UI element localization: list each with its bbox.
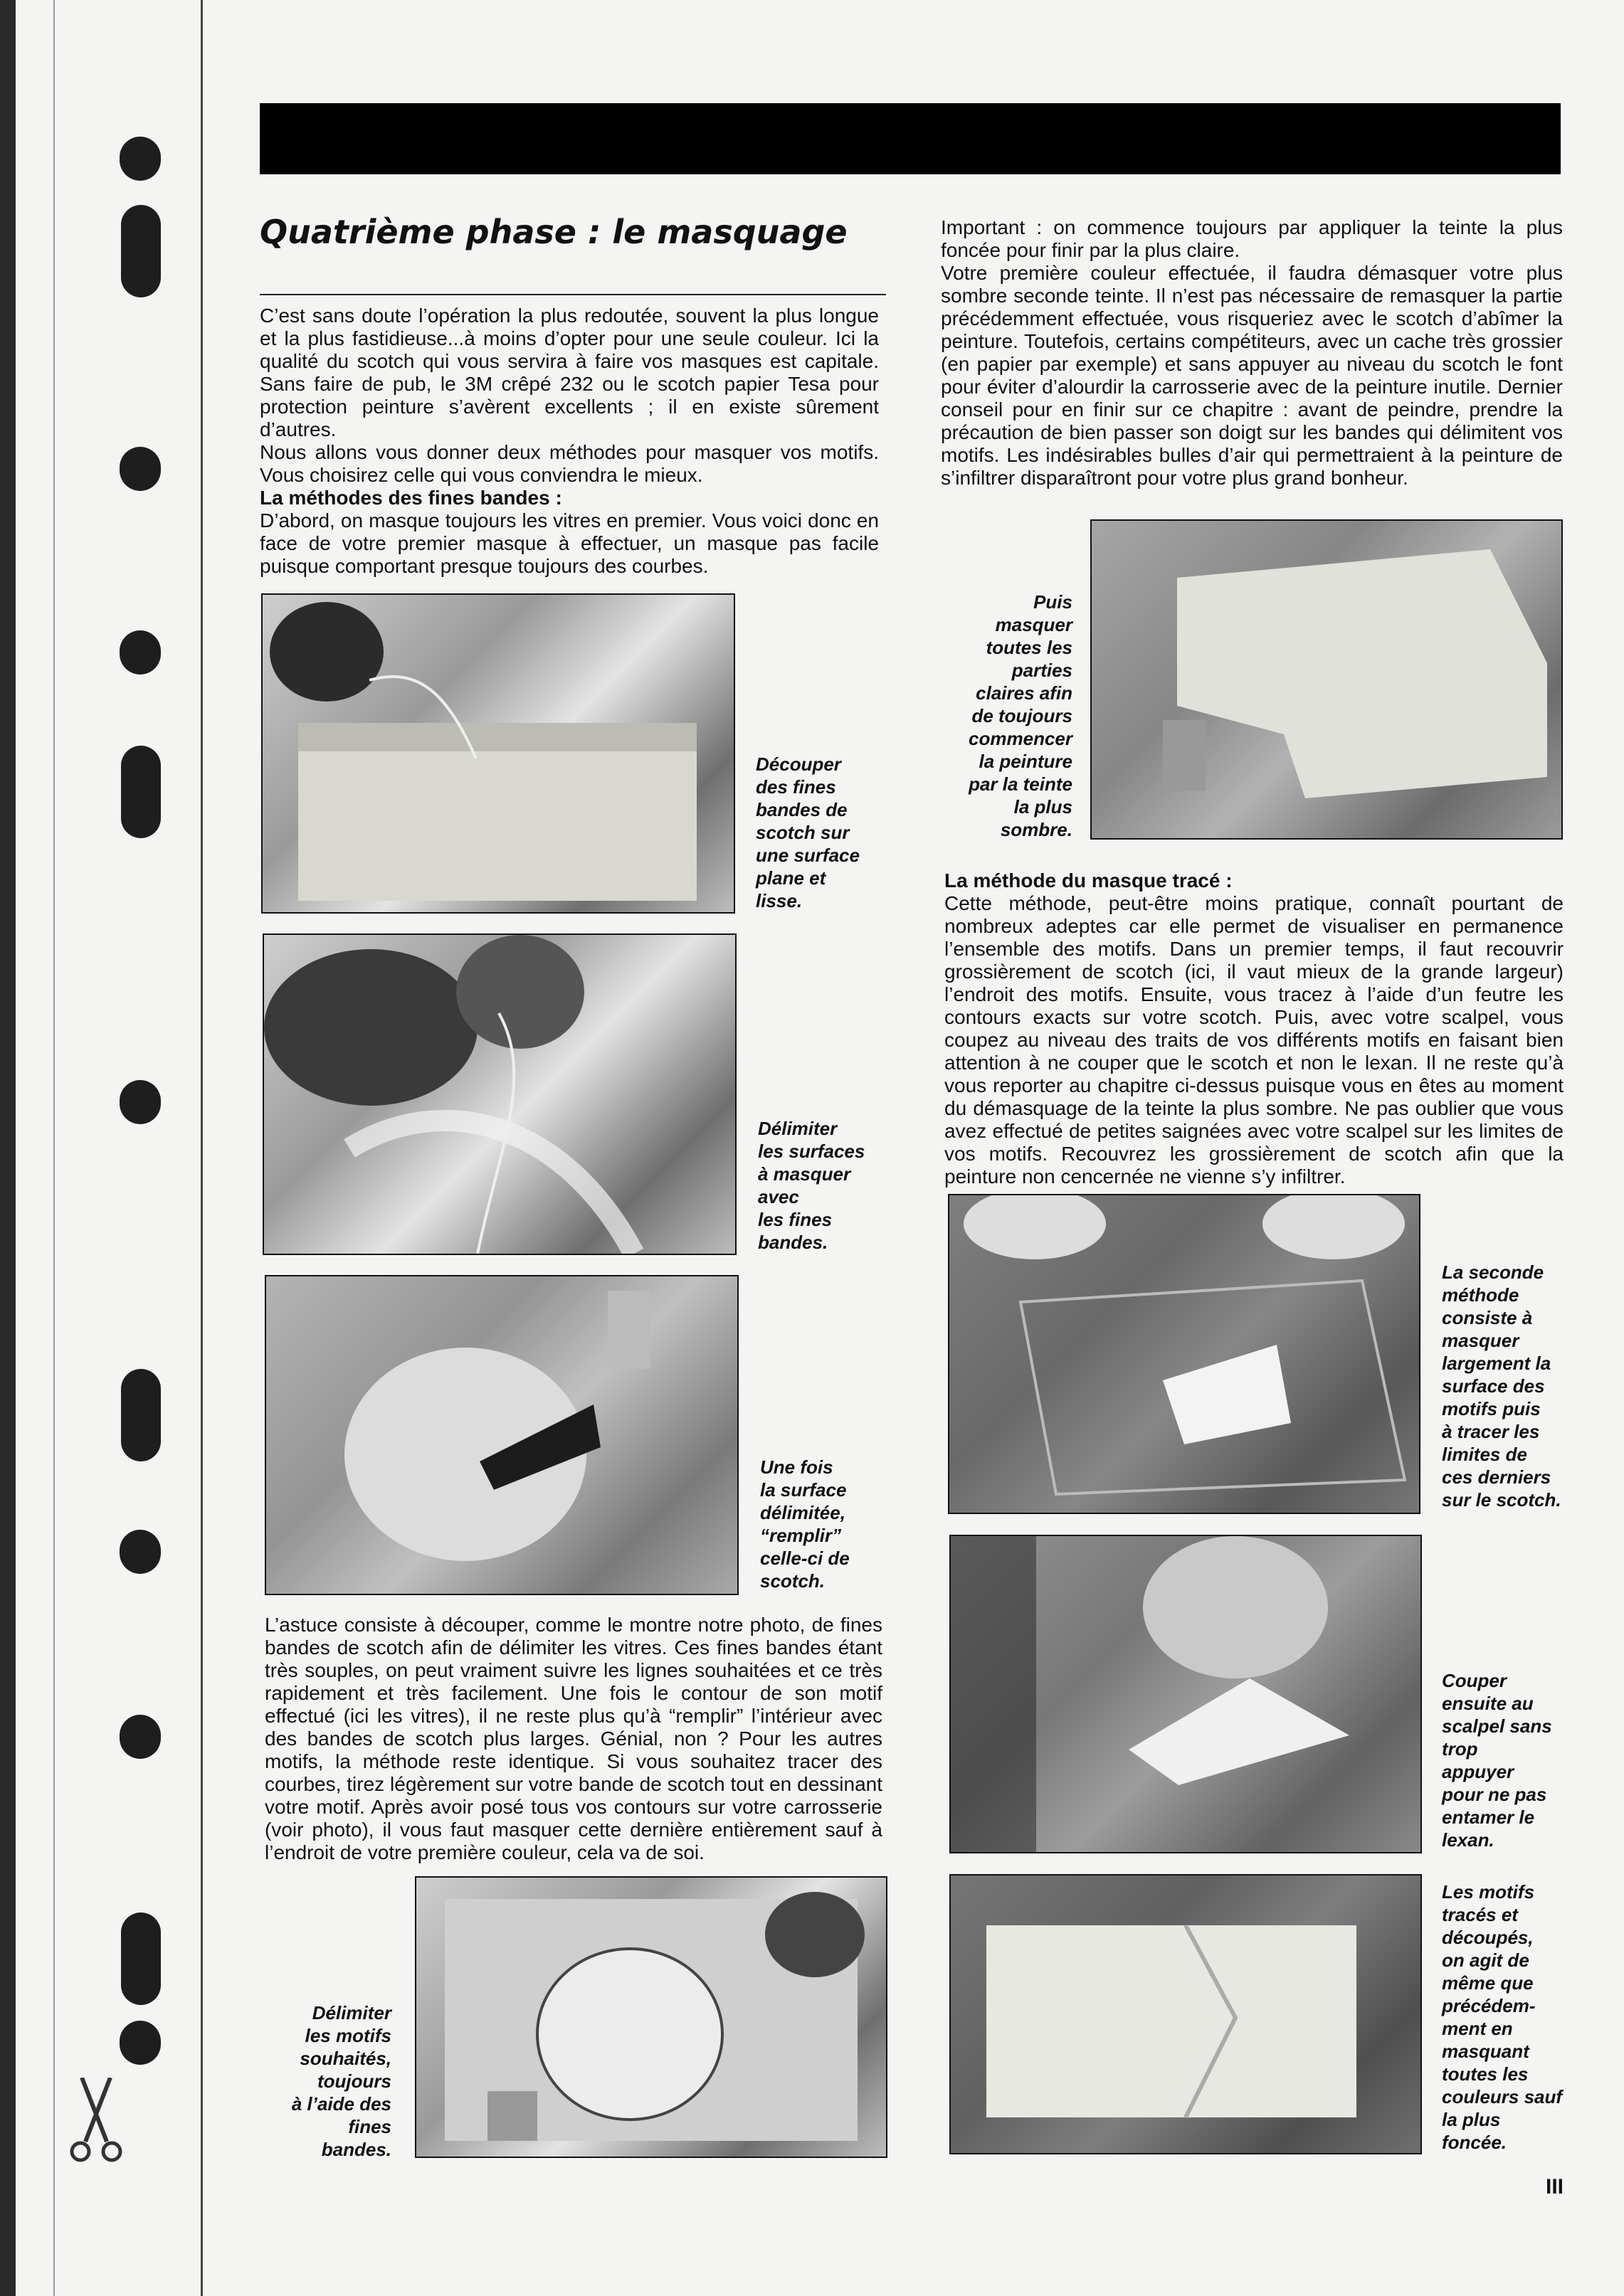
caption-5: Puis masquer toutes les parties claires afin de toujours commencer la peinture par la teinte la plus sombre.: [969, 591, 1072, 840]
photo-masking-clear-parts: [1090, 519, 1563, 840]
methods-paragraph: Nous allons vous donner deux méthodes pour masquer vos motifs. Vous choisirez celle qui vous conviendra le mieux.: [260, 441, 879, 486]
method2-heading: La méthode du masque tracé :: [944, 869, 1233, 892]
header-bar: [260, 103, 1561, 174]
right-intro-block: [941, 216, 1563, 490]
astuce-block: [265, 1614, 882, 1864]
punch-hole: [121, 1369, 161, 1461]
punch-hole: [120, 630, 161, 674]
punch-hole: [121, 746, 161, 838]
punch-hole: [121, 1913, 161, 2005]
caption-1: Découper des fines bandes de scotch sur une surface plane et lisse.: [756, 753, 860, 911]
binder-guide-line: [53, 0, 55, 2296]
photo-masked-body: [949, 1874, 1422, 2154]
page-number: III: [1546, 2175, 1564, 2199]
section-title: Quatrième phase : le masquage: [260, 213, 848, 251]
photo-cutting-strips: [261, 593, 735, 914]
binder-edge: [0, 0, 16, 2296]
caption-3: Une fois la surface délimitée, “remplir” celle-ci de scotch.: [760, 1456, 850, 1592]
photo-broad-masking: [948, 1194, 1420, 1514]
title-rule: [260, 294, 886, 295]
method1-heading: La méthodes des fines bandes :: [260, 487, 562, 509]
caption-7: Couper ensuite au scalpel sans trop appuyer pour ne pas entamer le lexan.: [1442, 1670, 1552, 1851]
caption-6: La seconde méthode consiste à masquer largement la surface des motifs puis à tracer les limites de ces derniers sur le scotch.: [1442, 1261, 1561, 1511]
photo-delimiting-motifs: [415, 1876, 887, 2158]
punch-hole: [120, 1715, 161, 1759]
important-paragraph: Important : on commence toujours par appliquer la teinte la plus foncée pour finir par la plus claire.: [941, 216, 1563, 261]
punch-hole: [120, 1530, 161, 1574]
punch-hole: [120, 447, 161, 491]
left-intro-block: [260, 305, 879, 578]
punch-hole: [120, 1080, 161, 1124]
astuce-paragraph: L’astuce consiste à découper, comme le montre notre photo, de fines bandes de scotch afin de délimiter les vitres. Ces fines bandes étant très souples, on peut vraiment suivre les lignes souhaitées et ce très rapidement et très facilement. Une fois le contour de son motif effectué (ici les vitres), il ne reste plus qu’à “remplir” l’intérieur avec des bandes de scotch plus larges. Génial, non ? Pour les autres motifs, la méthode reste identique. Si vous souhaitez tracer des courbes, tirez légèrement sur votre bande de scotch tout en dessinant votre motif. Après avoir posé tous vos contours sur votre carrosserie (voir photo), il vous faut masquer cette dernière entièrement sauf à l’endroit de votre première couleur, cela va de soi.: [265, 1614, 882, 1863]
punch-hole: [120, 137, 161, 181]
method2-block: [944, 869, 1564, 1188]
caption-4: Délimiter les motifs souhaités, toujours à l’aide des fines bandes.: [291, 2002, 391, 2160]
photo-delimiting-surfaces: [263, 933, 737, 1255]
photo-scalpel-cutting: [949, 1535, 1422, 1853]
intro-paragraph: C’est sans doute l’opération la plus redoutée, souvent la plus longue et la plus fastidieuse...à moins d’opter pour une seule couleur. Ici la qualité du scotch qui vous servira à faire vos masques est capitale. Sans faire de pub, le 3M crêpé 232 ou le scotch papier Tesa pour protection peinture s’avèrent excellents ; il en existe sûrement d’autres.: [260, 305, 879, 440]
binder-margin-line: [201, 0, 203, 2296]
photo-filling-surface: [265, 1275, 739, 1595]
caption-8: Les motifs tracés et découpés, on agit de même que précédem- ment en masquant toutes les couleurs sauf la plus foncée.: [1442, 1881, 1563, 2153]
method1-paragraph: D’abord, on masque toujours les vitres en premier. Vous voici donc en face de votre premier masque à effectuer, un masque pas facile puisque comportant presque toujours des courbes.: [260, 509, 879, 577]
method2-paragraph: Cette méthode, peut-être moins pratique, connaît pourtant de nombreux adeptes car elle permet de visualiser en permanence l’ensemble des motifs. Dans un premier temps, il faut recouvrir grossièrement de scotch (ici, il vaut mieux de la grande largeur) l’endroit des motifs. Ensuite, vous tracez à l’aide d’un feutre les contours exacts sur votre scotch. Puis, avec votre scalpel, vous coupez au niveau des traits de vos différents motifs en faisant bien attention à ne couper que le scotch et non le lexan. Il ne reste qu’à vous reporter au chapitre ci-dessus puisque vous en êtes au moment du démasquage de la teinte la plus sombre. Ne pas oublier que vous avez effectué de petites saignées avec votre scalpel sur les limites de vos motifs. Recouvrez les grossièrement de scotch afin que la peinture non cencernée ne vienne s’y infiltrer.: [944, 892, 1564, 1187]
scissors-icon: [68, 2078, 125, 2163]
caption-2: Délimiter les surfaces à masquer avec les fines bandes.: [758, 1118, 865, 1253]
punch-hole: [121, 205, 161, 297]
punch-hole: [120, 2021, 161, 2065]
second-color-paragraph: Votre première couleur effectuée, il faudra démasquer votre plus sombre seconde teinte. Il n’est pas nécessaire de remasquer la partie précédemment effectuée, vous risqueriez avec le scotch d’abîmer la peinture. Toutefois, certains compétiteurs, avec un cache très grossier (en papier par exemple) et sans appuyer au niveau du scotch le font pour éviter d’alourdir la carrosserie avec de la peinture inutile. Dernier conseil pour en finir sur ce chapitre : avant de peindre, prendre la précaution de bien passer son doigt sur les bandes qui délimitent vos motifs. Les indésirables bulles d’air qui permettraient à la peinture de s’infiltrer disparaîtront pour votre plus grand bonheur.: [941, 262, 1563, 489]
